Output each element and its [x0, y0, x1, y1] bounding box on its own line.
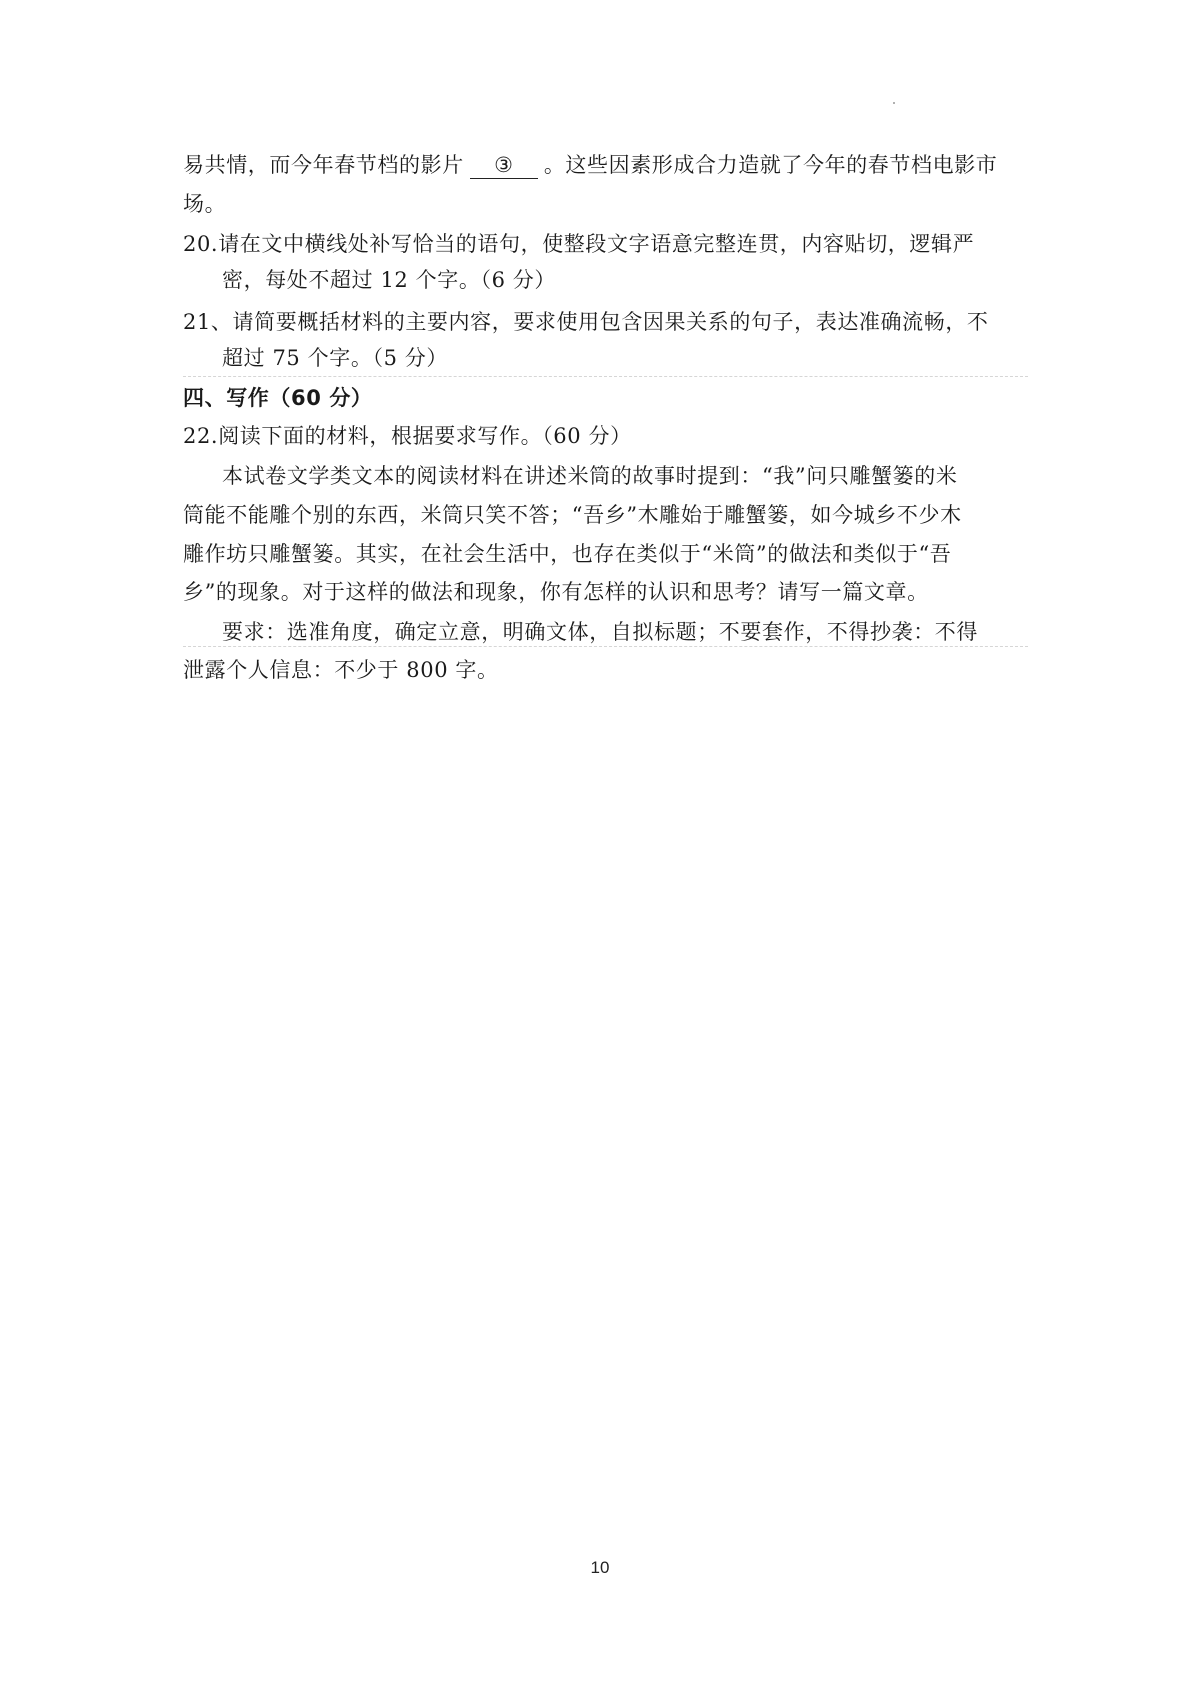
page-number: 10	[590, 1558, 610, 1577]
fragment-end: 场。	[183, 192, 227, 216]
question-21-line1: 21、请简要概括材料的主要内容，要求使用包含因果关系的句子，表达准确流畅，不	[183, 310, 989, 334]
divider	[183, 646, 1028, 647]
requirements-line: 泄露个人信息：不少于 800 字。	[183, 658, 499, 682]
answer-blank-3: ③	[470, 152, 538, 179]
question-22-title: 22.阅读下面的材料，根据要求写作。（60 分）	[183, 424, 632, 448]
material-line: 筒能不能雕个别的东西，米筒只笑不答；“吾乡”木雕始于雕蟹篓，如今城乡不少木	[183, 503, 962, 527]
section-heading: 四、写作（60 分）	[183, 386, 373, 410]
divider	[183, 376, 1028, 377]
scan-speck	[893, 102, 895, 104]
requirements-line: 要求：选准角度，确定立意，明确文体，自拟标题；不要套作，不得抄袭：不得	[222, 620, 978, 644]
fragment-before: 易共情，而今年春节档的影片	[183, 153, 464, 177]
material-line: 本试卷文学类文本的阅读材料在讲述米筒的故事时提到：“我”问只雕蟹篓的米	[222, 464, 958, 488]
material-line: 乡”的现象。对于这样的做法和现象，你有怎样的认识和思考？请写一篇文章。	[183, 580, 929, 604]
question-20-line1: 20.请在文中横线处补写恰当的语句，使整段文字语意完整连贯，内容贴切，逻辑严	[183, 232, 975, 256]
question-21-line2: 超过 75 个字。（5 分）	[222, 346, 449, 370]
material-line: 雕作坊只雕蟹篓。其实，在社会生活中，也存在类似于“米筒”的做法和类似于“吾	[183, 542, 952, 566]
fragment-after: 。这些因素形成合力造就了今年的春节档电影市	[543, 153, 998, 177]
passage-fragment-line	[183, 147, 1028, 183]
question-20-line2: 密，每处不超过 12 个字。（6 分）	[222, 268, 557, 292]
